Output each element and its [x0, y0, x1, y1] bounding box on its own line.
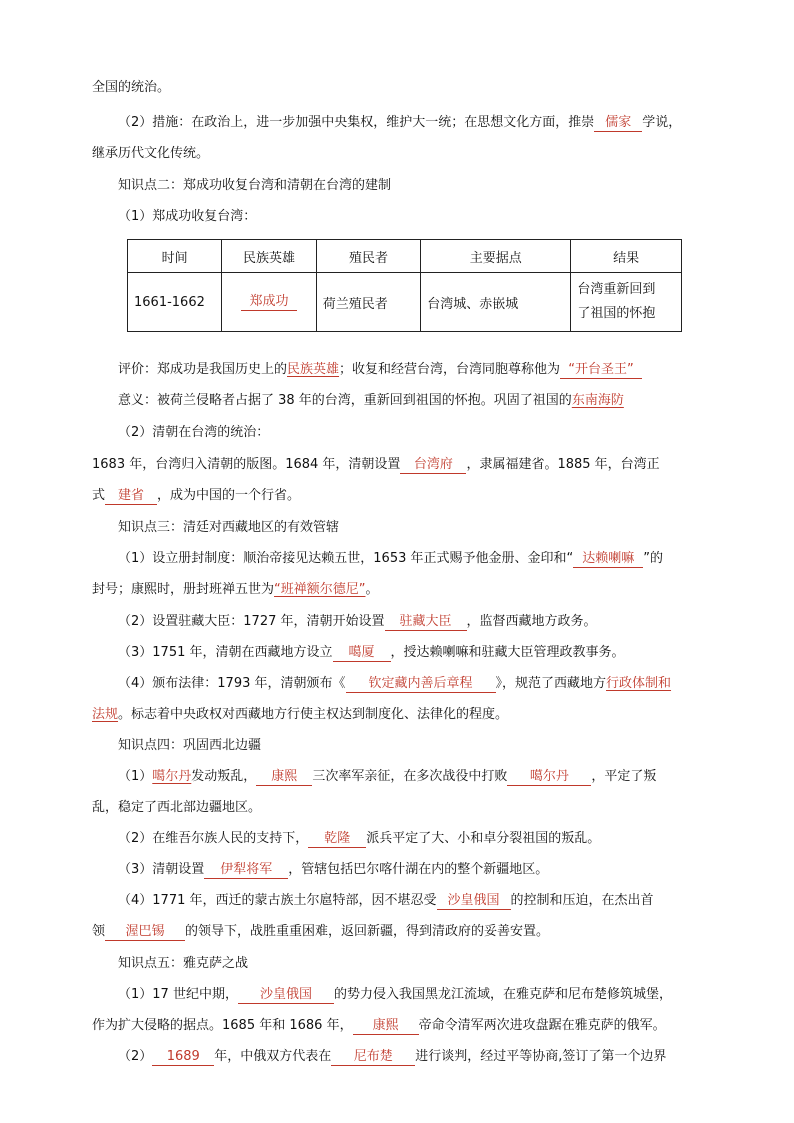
- text: （1）17 世纪中期，: [118, 987, 238, 1002]
- answer-blank: 噶厦: [333, 645, 391, 662]
- table-header: 主要据点: [421, 240, 571, 273]
- text: 。标志着中央政权对西藏地方行使主权达到制度化、法律化的程度。: [118, 707, 509, 722]
- text: 派兵平定了大、小和卓分裂祖国的叛乱。: [366, 831, 601, 846]
- text: （2）设置驻藏大臣：1727 年，清朝开始设置: [118, 614, 385, 629]
- paragraph: [118, 643, 702, 663]
- paragraph: [118, 391, 702, 411]
- paragraph: [118, 113, 702, 133]
- paragraph: [92, 705, 702, 725]
- text: 。: [365, 582, 379, 597]
- table-header: 结果: [571, 240, 682, 273]
- text: ；收复和经营台湾，台湾同胞尊称他为: [339, 362, 561, 377]
- text: 式: [92, 488, 106, 503]
- table-row: [128, 273, 682, 332]
- text: ，成为中国的一个行省。: [157, 488, 301, 503]
- answer-blank: 沙皇俄国: [437, 893, 511, 910]
- answer: 噶尔丹: [152, 769, 192, 784]
- paragraph: [118, 549, 702, 569]
- text: 的势力侵入我国黑龙江流域，在雅克萨和尼布楚修筑城堡，: [333, 987, 672, 1002]
- table-cell: [571, 273, 682, 332]
- answer-blank: 乾隆: [308, 831, 366, 848]
- text: 封号；康熙时，册封班禅五世为: [92, 582, 275, 597]
- text: 三次率军亲征，在多次战役中打败: [312, 769, 508, 784]
- text: ，隶属福建省。1885 年，台湾正: [466, 457, 660, 472]
- answer: 行政体制和: [606, 676, 672, 691]
- text: 作为扩大侵略的据点。1685 年和 1686 年，: [92, 1018, 353, 1033]
- text: 学说，: [642, 115, 682, 130]
- paragraph: [118, 360, 702, 380]
- text: 的控制和压迫，在杰出首: [510, 893, 654, 908]
- taiwan-table: [127, 239, 682, 332]
- text: 全国的统治。: [92, 80, 171, 95]
- text: 乱，稳定了西北部边疆地区。: [92, 800, 262, 815]
- text: 发动叛乱，: [191, 769, 257, 784]
- paragraph: [92, 78, 702, 98]
- text: （1）: [118, 769, 153, 784]
- paragraph: [118, 891, 702, 911]
- answer-blank: 郑成功: [241, 294, 297, 311]
- answer-blank: 钦定藏内善后章程: [346, 676, 496, 693]
- text: 意义：被荷兰侵略者占据了 38 年的台湾，重新回到祖国的怀抱。巩固了祖国的: [118, 393, 572, 408]
- paragraph: [118, 829, 702, 849]
- text: ，授达赖喇嘛和驻藏大臣管理政教事务。: [390, 645, 625, 660]
- paragraph: [118, 674, 702, 694]
- answer-blank: 康熙: [353, 1018, 419, 1035]
- paragraph: [92, 486, 702, 506]
- text: （2）在维吾尔族人民的支持下，: [118, 831, 309, 846]
- text: 领: [92, 924, 106, 939]
- text: （2）措施：在政治上，进一步加强中央集权，维护大一统；在思想文化方面，推崇: [118, 115, 595, 130]
- answer-blank: 达赖喇嘛: [573, 551, 643, 568]
- section-heading: 知识点三：清廷对西藏地区的有效管辖: [118, 520, 340, 535]
- paragraph: [118, 860, 702, 880]
- text: 台湾重新回到: [577, 282, 656, 297]
- text: ，管辖包括巴尔喀什湖在内的整个新疆地区。: [288, 862, 549, 877]
- answer-blank: 渥巴锡: [105, 924, 185, 941]
- answer: “班禅额尔德尼”: [274, 582, 366, 597]
- text: ，监督西藏地方政务。: [466, 614, 597, 629]
- table-header: 殖民者: [316, 240, 421, 273]
- text: （4）1771 年，西迁的蒙古族土尔扈特部，因不堪忍受: [118, 893, 437, 908]
- text: （4）颁布法律：1793 年，清朝颁布《: [118, 676, 346, 691]
- table-cell: 台湾城、赤嵌城: [421, 273, 571, 332]
- text: 1683 年，台湾归入清朝的版图。1684 年，清朝设置: [92, 457, 401, 472]
- answer-blank: “开台圣王”: [560, 362, 642, 379]
- text: 进行谈判，经过平等协商,签订了第一个边界: [415, 1049, 667, 1064]
- paragraph: [92, 798, 702, 818]
- table-cell: [222, 273, 316, 332]
- subheading: （2）清朝在台湾的统治：: [118, 425, 270, 440]
- section-heading: 知识点五：雅克萨之战: [118, 956, 249, 971]
- paragraph: [92, 1016, 702, 1036]
- table-cell: 1661-1662: [128, 273, 222, 332]
- paragraph: [92, 580, 702, 600]
- paragraph: [118, 1047, 702, 1067]
- text: 年，中俄双方代表在: [214, 1049, 332, 1064]
- answer-blank: 台湾府: [400, 457, 466, 474]
- text: 的领导下，战胜重重困难，返回新疆，得到清政府的妥善安置。: [185, 924, 550, 939]
- text: 》，规范了西藏地方: [495, 676, 607, 691]
- paragraph: [118, 985, 702, 1005]
- paragraph: [92, 922, 702, 942]
- text: ，平定了叛: [591, 769, 657, 784]
- subheading: （1）郑成功收复台湾：: [118, 209, 257, 224]
- answer-blank: 1689: [152, 1049, 214, 1066]
- text: ”的: [643, 551, 663, 566]
- table-header-row: [128, 240, 682, 273]
- answer-blank: 尼布楚: [331, 1049, 415, 1066]
- text: （3）清朝设置: [118, 862, 205, 877]
- paragraph: [92, 144, 702, 164]
- answer-blank: 驻藏大臣: [385, 614, 467, 631]
- table-header: 民族英雄: [222, 240, 316, 273]
- answer-blank: 伊犁将军: [204, 862, 288, 879]
- answer-blank: 建省: [105, 488, 157, 505]
- text: 评价：郑成功是我国历史上的: [118, 362, 288, 377]
- paragraph: [92, 455, 702, 475]
- answer-blank: 康熙: [256, 769, 312, 786]
- answer-blank: 儒家: [594, 115, 642, 132]
- table-header: 时间: [128, 240, 222, 273]
- text: 了祖国的怀抱: [577, 306, 656, 321]
- text: 帝命令清军两次进攻盘踞在雅克萨的俄军。: [418, 1018, 666, 1033]
- text: （2）: [118, 1049, 153, 1064]
- text: （1）设立册封制度：顺治帝接见达赖五世，1653 年正式赐予他金册、金印和“: [118, 551, 574, 566]
- answer-blank: 噶尔丹: [507, 769, 591, 786]
- paragraph: [118, 612, 702, 632]
- answer-blank: 沙皇俄国: [238, 987, 334, 1004]
- paragraph: [118, 767, 702, 787]
- section-heading: 知识点四：巩固西北边疆: [118, 738, 262, 753]
- answer: 东南海防: [571, 393, 624, 408]
- text: （3）1751 年，清朝在西藏地方设立: [118, 645, 333, 660]
- text: 继承历代文化传统。: [92, 146, 210, 161]
- answer: 民族英雄: [287, 362, 340, 377]
- table-cell: 荷兰殖民者: [316, 273, 421, 332]
- section-heading: 知识点二：郑成功收复台湾和清朝在台湾的建制: [118, 178, 392, 193]
- answer: 法规: [92, 707, 119, 722]
